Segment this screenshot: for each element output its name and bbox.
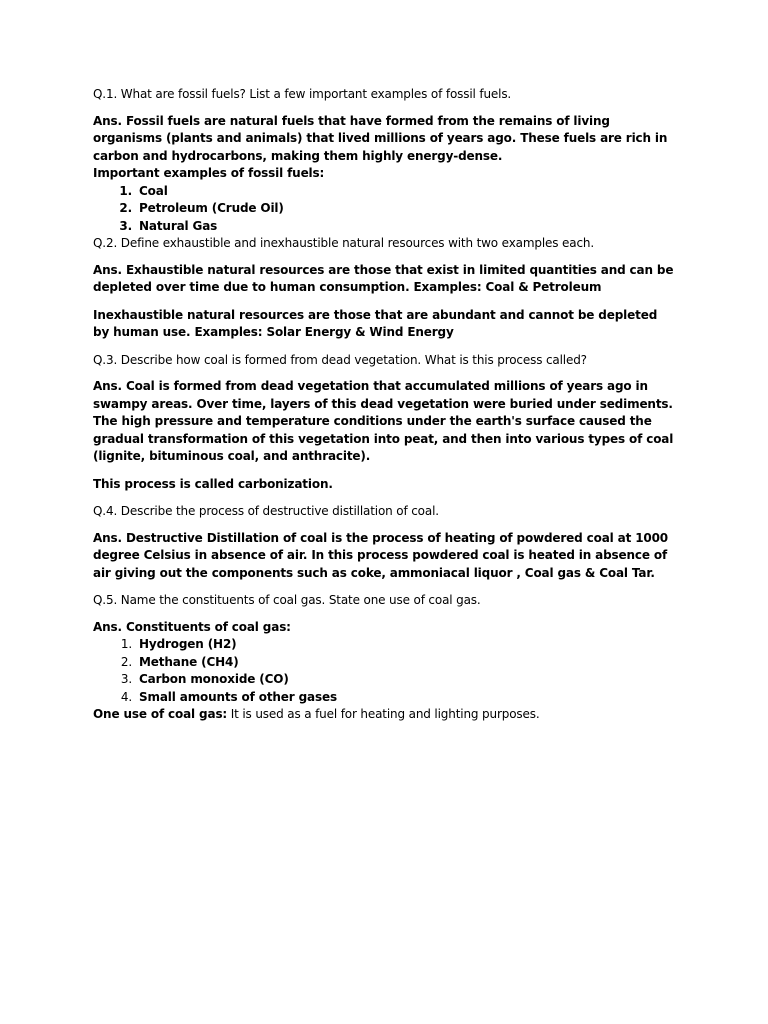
coal-gas-constituents-heading: Ans. Constituents of coal gas:: [93, 619, 291, 634]
question-1: Q.1. What are fossil fuels? List a few important examples of fossil fuels.: [93, 87, 512, 101]
question-2: Q.2. Define exhaustible and inexhaustible natural resources with two examples each.: [93, 236, 595, 250]
answer-2-exhaustible: Ans. Exhaustible natural resources are those that exist in limited quantities and can be depleted over time due to human consumption. Examples: Coal & Petroleum: [93, 262, 674, 294]
list-item: Coal: [139, 183, 168, 198]
list-item: Methane (CH4): [139, 654, 239, 669]
fossil-fuel-examples-heading: Important examples of fossil fuels:: [93, 166, 325, 180]
answer-4: Ans. Destructive Distillation of coal is the process of heating of powdered coal at 1000 degree Celsius in absence of air. In this process powdered coal is heated in absence of air giving out the components such as coke, ammoniacal liquor , Coal gas & Coal Tar.: [93, 530, 668, 580]
coal-gas-use: [93, 706, 676, 724]
list-item: Natural Gas: [139, 218, 218, 233]
fossil-fuel-examples-list: [93, 183, 676, 236]
list-item: Carbon monoxide (CO): [139, 672, 289, 686]
answer-3-process: This process is called carbonization.: [93, 476, 333, 491]
coal-gas-constituents-list: [93, 636, 676, 706]
list-item: Hydrogen (H2): [139, 637, 237, 651]
question-5: Q.5. Name the constituents of coal gas. State one use of coal gas.: [93, 593, 481, 607]
question-4: Q.4. Describe the process of destructive distillation of coal.: [93, 504, 439, 518]
answer-3: Ans. Coal is formed from dead vegetation that accumulated millions of years ago in swampy areas. Over time, layers of this dead vegetation were buried under sediments. The high pressure and temperature conditions under the earth's surface caused the gradual transformation of this vegetation into peat, and then into various types of coal (lignite, bituminous coal, and anthracite).: [93, 379, 674, 463]
answer-1: Ans. Fossil fuels are natural fuels that have formed from the remains of living organisms (plants and animals) that lived millions of years ago. These fuels are rich in carbon and hydrocarbons, making them highly energy-dense.: [93, 113, 668, 163]
list-item: Petroleum (Crude Oil): [139, 201, 284, 215]
question-3: Q.3. Describe how coal is formed from dead vegetation. What is this process called?: [93, 352, 587, 367]
list-item: Small amounts of other gases: [139, 689, 337, 704]
answer-2-inexhaustible: Inexhaustible natural resources are those that are abundant and cannot be depleted by human use. Examples: Solar Energy & Wind Energy: [93, 307, 658, 339]
coal-gas-use-text: It is used as a fuel for heating and lighting purposes.: [227, 707, 540, 721]
coal-gas-use-label: One use of coal gas:: [93, 707, 228, 721]
